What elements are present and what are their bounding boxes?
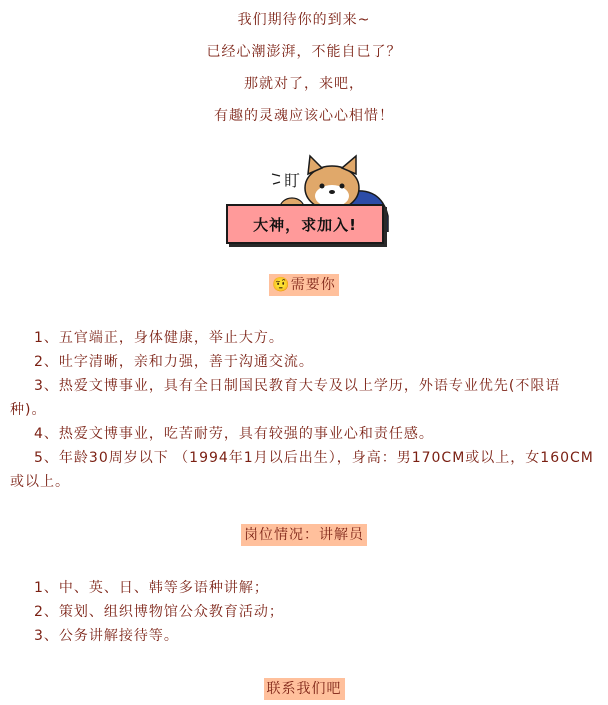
list-item: 2、策划、组织博物馆公众教育活动； bbox=[34, 604, 284, 620]
section-position-head bbox=[0, 524, 608, 546]
list-item: 3、公务讲解接待等。 bbox=[34, 628, 179, 644]
list-item: 3、热爱文博事业，具有全日制国民教育大专及以上学历，外语专业优先(不限语种)。 bbox=[10, 378, 561, 418]
intro-block bbox=[0, 0, 608, 132]
list-item: 5、年龄30周岁以下 （1994年1月以后出生），身高：男170CM或以上，女160CM或以上。 bbox=[10, 450, 594, 490]
duties-list bbox=[0, 576, 608, 648]
mascot-banner bbox=[0, 154, 608, 274]
list-item: 4、热爱文博事业，吃苦耐劳，具有较强的事业心和责任感。 bbox=[34, 426, 434, 442]
intro-line: 已经心潮澎湃，不能自已了？ bbox=[206, 44, 402, 60]
list-item: 1、中、英、日、韩等多语种讲解； bbox=[34, 580, 269, 596]
section-title: 需要你 bbox=[290, 277, 336, 293]
list-item: 2、吐字清晰，亲和力强，善于沟通交流。 bbox=[34, 354, 314, 370]
section-requirements-head bbox=[0, 274, 608, 296]
intro-line: 那就对了，来吧， bbox=[244, 76, 364, 92]
intro-line: 我们期待你的到来~ bbox=[237, 12, 371, 28]
join-button[interactable]: 大神，求加入! bbox=[226, 204, 384, 244]
requirements-list bbox=[0, 326, 608, 494]
section-title: 岗位情况：讲解员 bbox=[241, 524, 367, 546]
mascot-bubble-text: 盯 bbox=[284, 171, 301, 190]
section-title: 联系我们吧 bbox=[264, 678, 345, 700]
section-contact-head bbox=[0, 678, 608, 700]
intro-line: 有趣的灵魂应该心心相惜！ bbox=[214, 108, 394, 124]
thinking-face-icon: 🤨 bbox=[272, 277, 291, 293]
list-item: 1、五官端正，身体健康，举止大方。 bbox=[34, 330, 284, 346]
section-tag bbox=[269, 274, 338, 296]
